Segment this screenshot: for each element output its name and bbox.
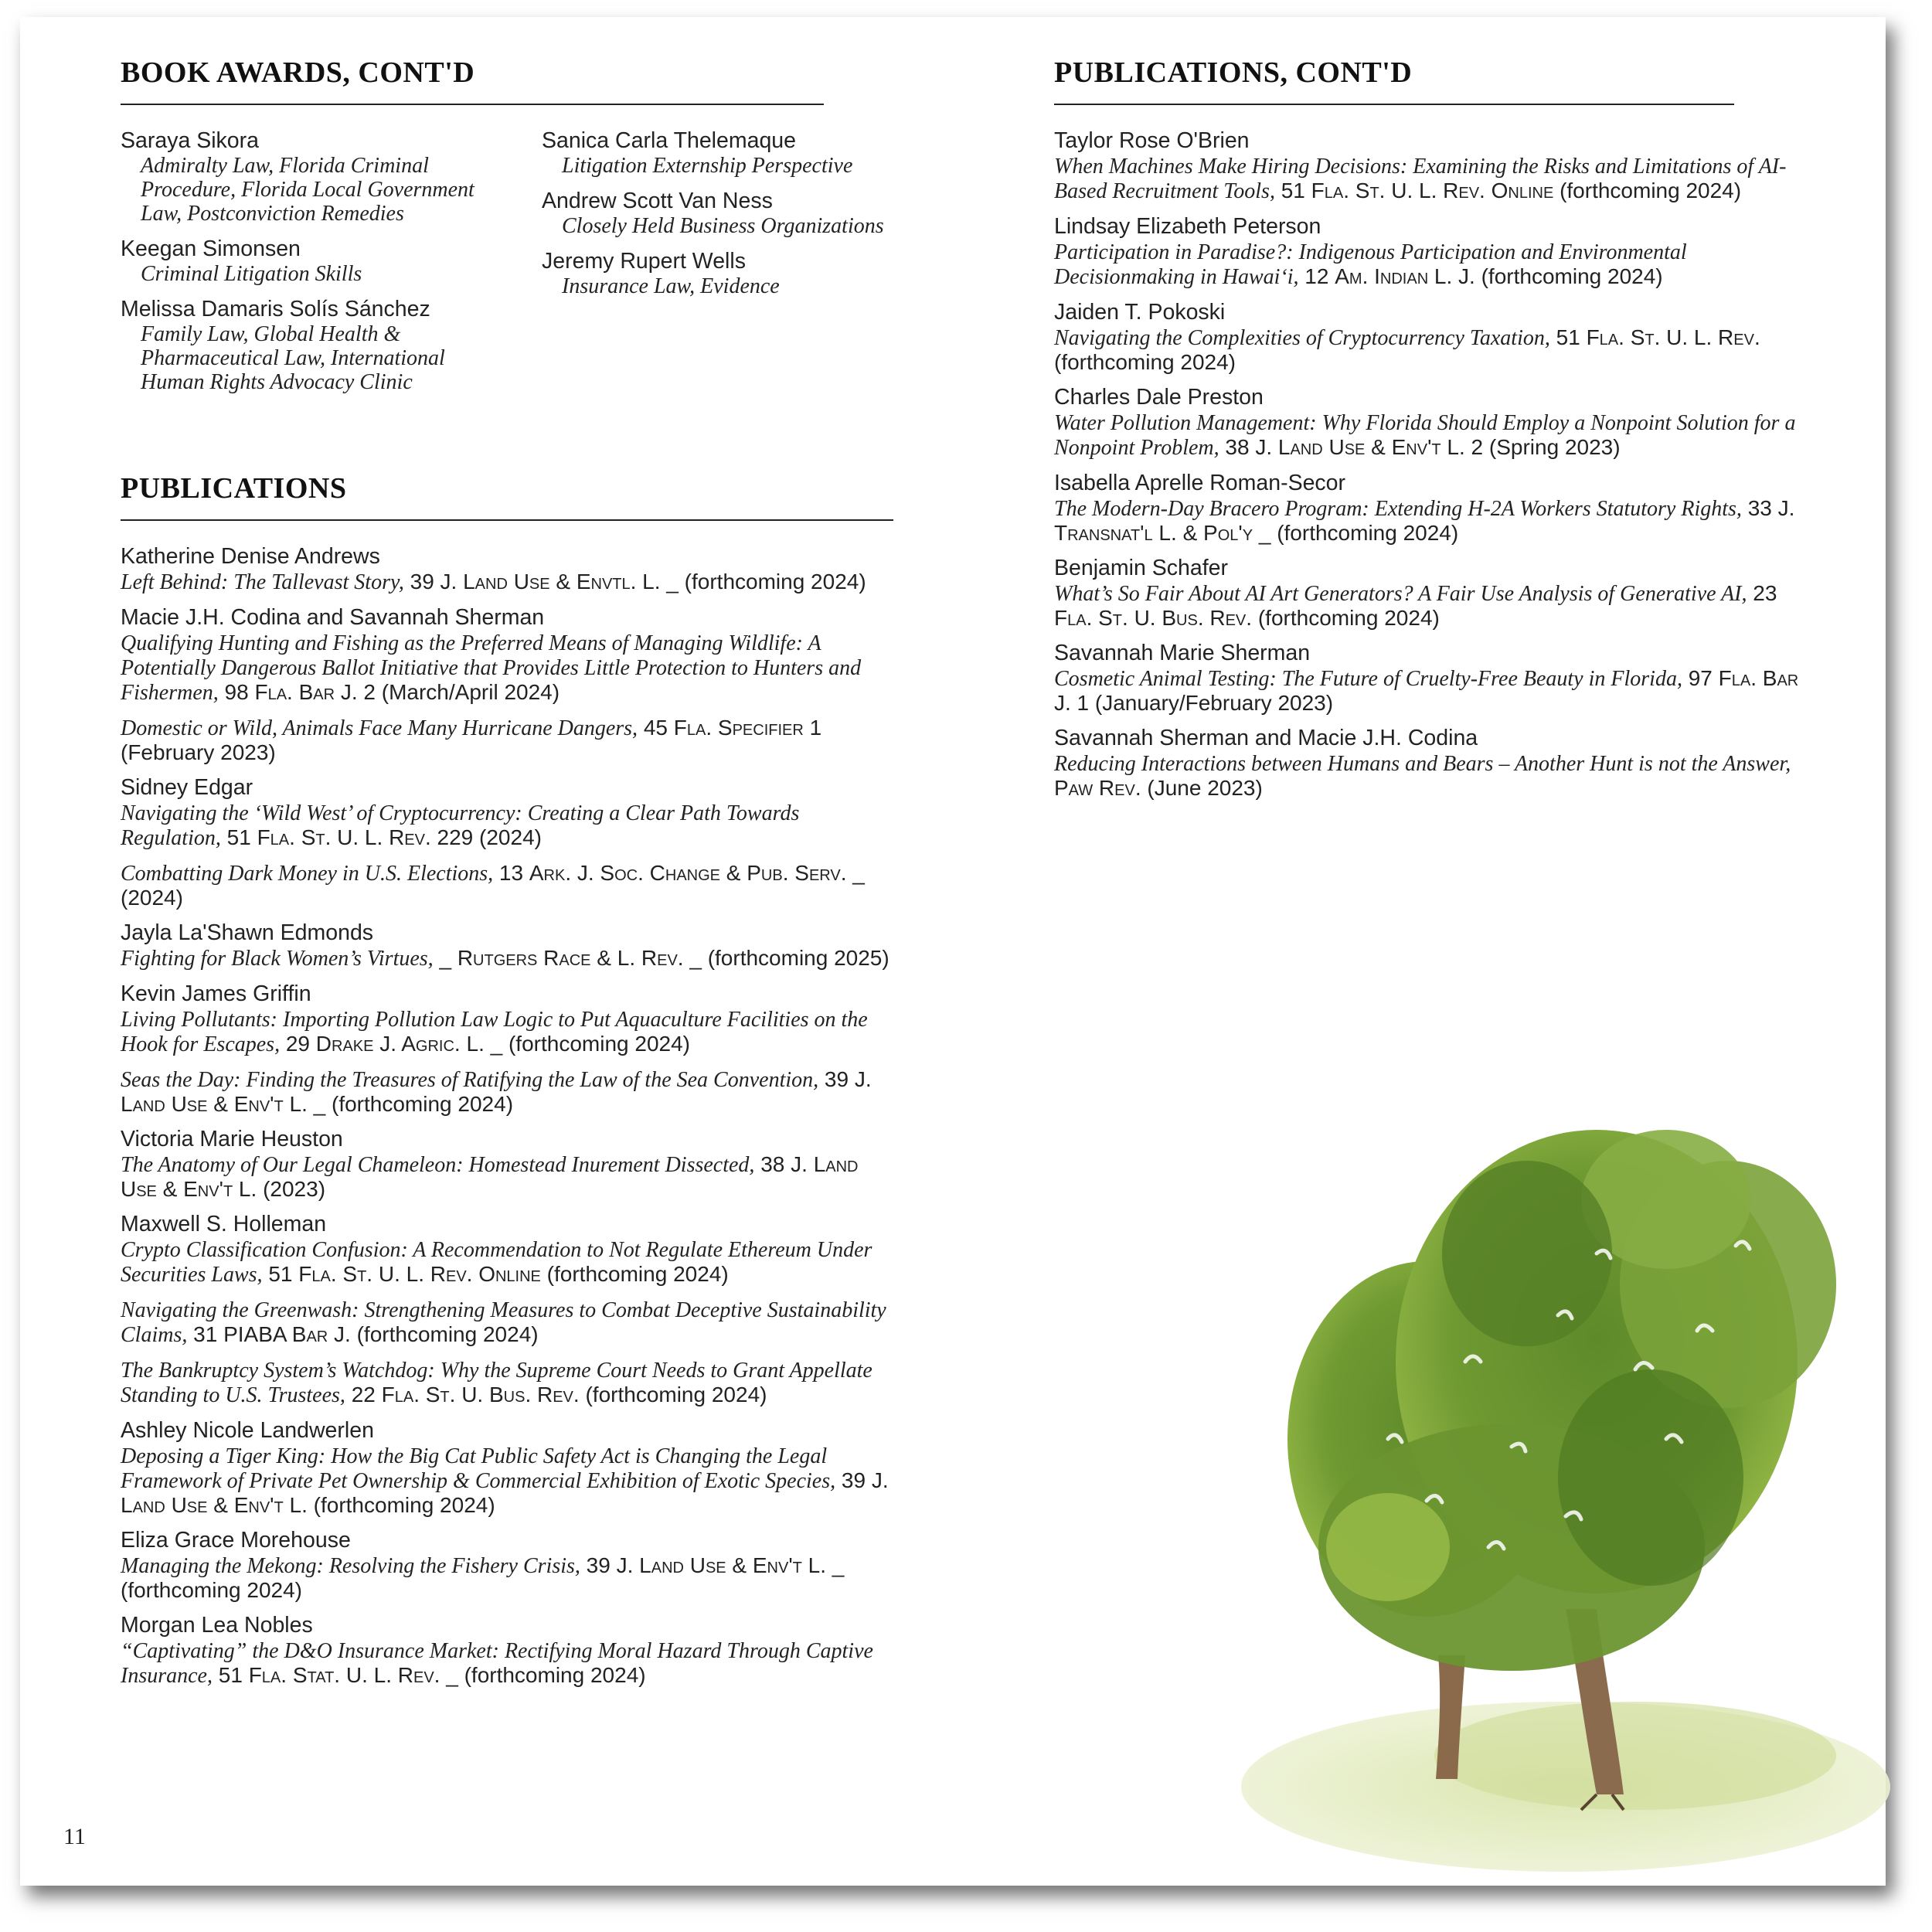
author-name: Charles Dale Preston xyxy=(1054,385,1264,410)
publication-entry xyxy=(121,1528,893,1602)
volume: _ xyxy=(433,946,457,970)
publications-cont-list xyxy=(1054,128,1811,800)
citation xyxy=(121,861,893,910)
volume: 51 xyxy=(1274,179,1311,202)
volume: 51 xyxy=(262,1262,299,1286)
article-title: Deposing a Tiger King: How the Big Cat Public Safety Act is Changing the Legal Framework of Private Pet Ownership & Commercial Exhibition of Exotic Species, xyxy=(121,1444,836,1493)
volume: 51 xyxy=(220,825,257,849)
citation xyxy=(1054,751,1811,800)
author-name: Kevin James Griffin xyxy=(121,981,311,1006)
publication-entry xyxy=(1054,641,1811,715)
article-title: What’s So Fair About AI Art Generators? A Fair Use Analysis of Generative AI, xyxy=(1054,582,1747,606)
author-name: Savannah Sherman and Macie J.H. Codina xyxy=(1054,726,1478,750)
journal-name: Fla. St. U. Bus. Rev. xyxy=(381,1383,580,1406)
award-entry xyxy=(542,189,959,238)
citation-details: (forthcoming 2024) xyxy=(1553,179,1742,202)
volume: 98 xyxy=(218,680,255,704)
awardee-name: Jeremy Rupert Wells xyxy=(542,249,746,274)
author-name: Lindsay Elizabeth Peterson xyxy=(1054,214,1321,239)
award-category: Pharmaceutical Law, International xyxy=(141,346,445,370)
journal-name: Paw Rev. xyxy=(1054,776,1141,800)
article-title: Water Pollution Management: Why Florida Should Employ a Nonpoint Solution for a Nonpoint Problem, xyxy=(1054,411,1796,460)
citation-details: 1 (February 2023) xyxy=(121,716,822,764)
article-title: Crypto Classification Confusion: A Recommendation to Not Regulate Ethereum Under Securities Laws, xyxy=(121,1238,872,1287)
publication-entry xyxy=(1054,214,1811,289)
journal-name: Land Use & Env't L. xyxy=(1277,435,1465,459)
article-title: Seas the Day: Finding the Treasures of Ratifying the Law of the Sea Convention, xyxy=(121,1068,819,1092)
publication-entry xyxy=(121,1418,893,1517)
citation-details: _ (forthcoming 2025) xyxy=(683,946,889,970)
author-name: Morgan Lea Nobles xyxy=(121,1613,313,1638)
volume: 38 J. xyxy=(1219,435,1278,459)
volume: 23 xyxy=(1747,581,1777,605)
publication-entry xyxy=(121,1212,893,1407)
article-title: The Anatomy of Our Legal Chameleon: Homestead Inurement Dissected, xyxy=(121,1153,755,1177)
author-name: Katherine Denise Andrews xyxy=(121,544,380,569)
volume: 39 J. xyxy=(818,1067,872,1091)
citation xyxy=(121,570,893,594)
citation xyxy=(121,1444,893,1517)
volume: 39 J. xyxy=(403,570,464,594)
author-name: Jaiden T. Pokoski xyxy=(1054,300,1226,325)
article-title: “Captivating” the D&O Insurance Market: Rectifying Moral Hazard Through Captive Insurance, xyxy=(121,1639,873,1688)
journal-name: Fla. Bar xyxy=(1718,666,1799,690)
journal-name: Fla. St. U. L. Rev. Online xyxy=(298,1262,541,1286)
award-category: Procedure, Florida Local Government xyxy=(141,178,474,202)
citation xyxy=(121,1298,893,1347)
journal-name: Bar J. xyxy=(291,1322,351,1346)
awardee-name: Melissa Damaris Solís Sánchez xyxy=(121,297,430,321)
volume: 97 xyxy=(1682,666,1719,690)
document-page xyxy=(20,17,1886,1886)
author-name: Macie J.H. Codina and Savannah Sherman xyxy=(121,605,545,630)
citation-details: (forthcoming 2024) xyxy=(540,1262,729,1286)
citation xyxy=(121,946,893,971)
author-name: Ashley Nicole Landwerlen xyxy=(121,1418,374,1443)
journal-name: Land Use & Env't L. xyxy=(121,1493,308,1517)
article-title: The Bankruptcy System’s Watchdog: Why the Supreme Court Needs to Grant Appellate Standing to U.S. Trustees, xyxy=(121,1359,872,1407)
publications-cont-heading: PUBLICATIONS, CONT'D xyxy=(1054,56,1734,105)
citation-details: _ (forthcoming 2024) xyxy=(484,1032,690,1056)
citation-details: 229 (2024) xyxy=(430,825,542,849)
journal-name: Fla. Bar xyxy=(254,680,335,704)
article-title: Living Pollutants: Importing Pollution Law Logic to Put Aquaculture Facilities on the Hook for Escapes, xyxy=(121,1008,868,1056)
author-name: Savannah Marie Sherman xyxy=(1054,641,1311,665)
journal-name: Transnat'l L. & Pol'y xyxy=(1054,521,1253,545)
award-category: Human Rights Advocacy Clinic xyxy=(141,370,413,394)
citation xyxy=(121,801,893,850)
journal-name: Fla. St. U. L. Rev. xyxy=(1586,325,1760,349)
author-name: Maxwell S. Holleman xyxy=(121,1212,327,1236)
volume: 38 J. xyxy=(754,1152,814,1176)
awardee-name: Keegan Simonsen xyxy=(121,236,301,261)
author-name: Taylor Rose O'Brien xyxy=(1054,128,1250,153)
article-title: Navigating the Complexities of Cryptocurrency Taxation, xyxy=(1054,326,1550,350)
citation-details: (forthcoming 2024) xyxy=(1252,606,1440,630)
volume: 12 xyxy=(1298,264,1335,288)
citation xyxy=(121,1152,893,1201)
tree-illustration-icon xyxy=(1233,1114,1898,1872)
citation-details: (forthcoming 2024) xyxy=(1475,264,1663,288)
publication-entry xyxy=(1054,471,1811,545)
journal-name: Land Use & Env't L. xyxy=(121,1092,308,1116)
journal-name: Land Use & Envtl. L. xyxy=(463,570,661,594)
citation-details: (forthcoming 2024) xyxy=(350,1322,539,1346)
journal-name: Fla. St. U. Bus. Rev. xyxy=(1054,606,1253,630)
book-awards-section xyxy=(121,56,884,414)
citation-details: (forthcoming 2024) xyxy=(579,1383,767,1406)
publication-entry xyxy=(1054,385,1811,460)
award-entry xyxy=(542,249,959,298)
publication-entry xyxy=(1054,300,1811,374)
author-name: Eliza Grace Morehouse xyxy=(121,1528,351,1553)
publication-entry xyxy=(121,920,893,971)
volume: 39 J. xyxy=(580,1553,640,1577)
journal-name: Fla. St. U. L. Rev. xyxy=(257,825,431,849)
award-entry xyxy=(121,128,530,226)
journal-name: Rutgers Race & L. Rev. xyxy=(457,946,684,970)
citation-details: J. 2 (March/April 2024) xyxy=(335,680,560,704)
article-title: Cosmetic Animal Testing: The Future of Cruelty-Free Beauty in Florida, xyxy=(1054,667,1682,691)
article-title: Participation in Paradise?: Indigenous Participation and Environmental Decisionmaking in Hawai‘i, xyxy=(1054,240,1687,289)
citation xyxy=(1054,496,1811,545)
citation-details: _ (forthcoming 2024) xyxy=(307,1092,514,1116)
publications-cont-section xyxy=(1054,56,1811,811)
publication-entry xyxy=(121,1127,893,1201)
publication-entry xyxy=(121,981,893,1116)
citation xyxy=(121,1358,893,1407)
citation-details: 2 (Spring 2023) xyxy=(1464,435,1621,459)
citation xyxy=(121,1237,893,1287)
article-title: The Modern-Day Bracero Program: Extending H-2A Workers Statutory Rights, xyxy=(1054,497,1742,521)
author-name: Jayla La'Shawn Edmonds xyxy=(121,920,374,945)
volume: 51 xyxy=(1549,325,1587,349)
article-title: When Machines Make Hiring Decisions: Examining the Risks and Limitations of AI-Based Recruitment Tools, xyxy=(1054,155,1787,203)
citation xyxy=(1054,581,1811,630)
book-awards-heading: BOOK AWARDS, CONT'D xyxy=(121,56,824,105)
award-entry xyxy=(121,236,530,286)
citation-details: J. 1 (January/February 2023) xyxy=(1054,691,1334,715)
author-name: Victoria Marie Heuston xyxy=(121,1127,343,1151)
citation-details: _ (forthcoming 2024) xyxy=(1253,521,1459,545)
award-category: Closely Held Business Organizations xyxy=(562,214,884,238)
article-title: Fighting for Black Women’s Virtues, xyxy=(121,947,434,971)
citation xyxy=(121,1067,893,1116)
citation xyxy=(121,716,893,764)
publications-heading: PUBLICATIONS xyxy=(121,471,893,521)
volume: 39 J. xyxy=(835,1468,889,1492)
citation xyxy=(1054,325,1811,374)
awards-left-column xyxy=(121,128,530,405)
article-title: Domestic or Wild, Animals Face Many Hurricane Dangers, xyxy=(121,716,638,740)
journal-name: Fla. Specifier xyxy=(673,716,804,740)
article-title: Navigating the ‘Wild West’ of Cryptocurrency: Creating a Clear Path Towards Regulation, xyxy=(121,801,800,850)
journal-name: Fla. Stat. U. L. Rev. xyxy=(248,1663,440,1687)
awardee-name: Saraya Sikora xyxy=(121,128,260,153)
journal-name: Drake J. Agric. L. xyxy=(315,1032,485,1056)
award-category: Criminal Litigation Skills xyxy=(141,262,362,286)
citation xyxy=(1054,240,1811,289)
award-category: Family Law, Global Health & xyxy=(141,322,401,346)
journal-name: Land Use & Env't L. xyxy=(639,1553,827,1577)
award-category: Law, Postconviction Remedies xyxy=(141,202,404,226)
citation-details: _ (2024) xyxy=(121,861,865,910)
volume: 22 xyxy=(345,1383,382,1406)
award-category: Insurance Law, Evidence xyxy=(562,274,780,298)
volume: 51 xyxy=(212,1663,249,1687)
volume: 31 PIABA xyxy=(187,1322,292,1346)
volume: 13 xyxy=(493,861,529,885)
article-title: Left Behind: The Tallevast Story, xyxy=(121,570,404,594)
article-title: Combatting Dark Money in U.S. Elections, xyxy=(121,862,494,886)
citation-details: _ (forthcoming 2024) xyxy=(121,1553,845,1602)
publication-entry xyxy=(1054,726,1811,800)
citation-details: (forthcoming 2024) xyxy=(1054,350,1236,374)
citation xyxy=(1054,666,1811,715)
award-entry xyxy=(121,297,530,394)
author-name: Benjamin Schafer xyxy=(1054,556,1228,580)
volume: 45 xyxy=(638,716,674,740)
awardee-name: Sanica Carla Thelemaque xyxy=(542,128,797,153)
publication-entry xyxy=(121,544,893,594)
volume: 29 xyxy=(280,1032,316,1056)
author-name: Sidney Edgar xyxy=(121,775,253,800)
publication-entry xyxy=(1054,128,1811,203)
publication-entry xyxy=(121,605,893,764)
citation-details: (June 2023) xyxy=(1141,776,1263,800)
article-title: Qualifying Hunting and Fishing as the Preferred Means of Managing Wildlife: A Potentially Dangerous Ballot Initiative that Provides Little Protection to Hunters and Fishermen, xyxy=(121,631,862,705)
citation-details: _ (forthcoming 2024) xyxy=(440,1663,646,1687)
citation xyxy=(1054,154,1811,203)
awardee-name: Andrew Scott Van Ness xyxy=(542,189,773,213)
article-title: Navigating the Greenwash: Strengthening Measures to Combat Deceptive Sustainability Claims, xyxy=(121,1298,886,1347)
citation xyxy=(1054,410,1811,460)
journal-name: Land Use & Env't L. xyxy=(121,1152,859,1201)
citation xyxy=(121,1007,893,1056)
journal-name: Am. Indian L. J. xyxy=(1335,264,1475,288)
award-category: Litigation Externship Perspective xyxy=(562,154,853,178)
citation-details: (forthcoming 2024) xyxy=(307,1493,495,1517)
volume: 33 J. xyxy=(1741,496,1795,520)
journal-name: Fla. St. U. L. Rev. Online xyxy=(1311,179,1554,202)
publication-entry xyxy=(121,1613,893,1688)
publication-entry xyxy=(121,775,893,910)
award-category: Admiralty Law, Florida Criminal xyxy=(141,154,429,178)
author-name: Isabella Aprelle Roman-Secor xyxy=(1054,471,1346,495)
article-title: Reducing Interactions between Humans and Bears – Another Hunt is not the Answer, xyxy=(1054,752,1791,776)
citation-details: _ (forthcoming 2024) xyxy=(660,570,866,594)
publications-section xyxy=(121,471,893,1699)
journal-name: Ark. J. Soc. Change & Pub. Serv. xyxy=(529,861,847,885)
page-number: 11 xyxy=(63,1824,86,1849)
citation xyxy=(121,1638,893,1688)
citation xyxy=(121,1553,893,1602)
award-entry xyxy=(542,128,959,178)
publication-entry xyxy=(1054,556,1811,630)
citation xyxy=(121,631,893,705)
publications-list xyxy=(121,544,893,1688)
awards-right-column xyxy=(542,128,959,309)
citation-details: (2023) xyxy=(257,1177,326,1201)
article-title: Managing the Mekong: Resolving the Fishery Crisis, xyxy=(121,1554,580,1578)
